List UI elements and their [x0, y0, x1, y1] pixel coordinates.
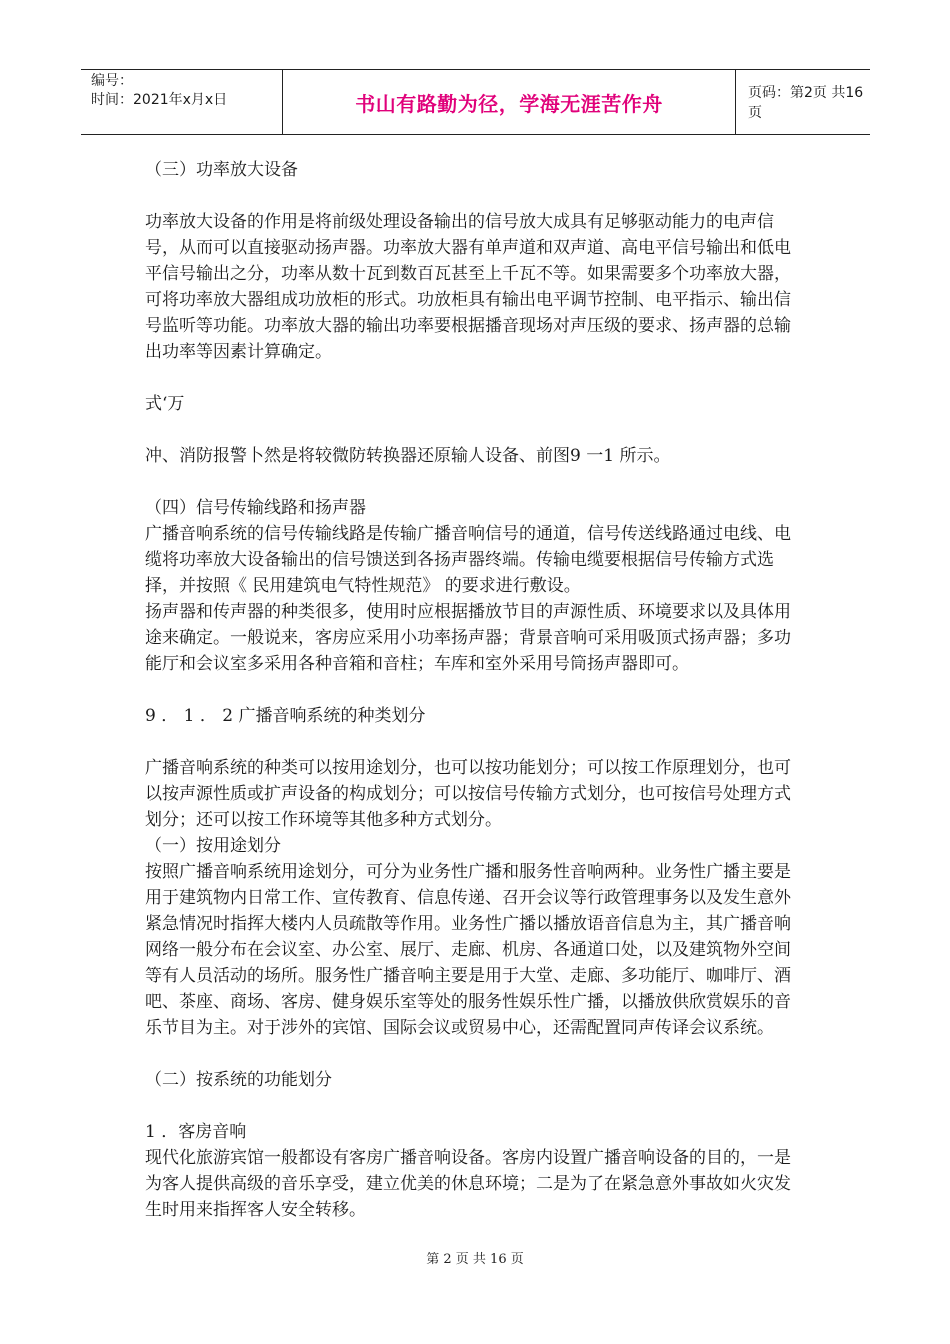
paragraph: 1 ．客房音响: [145, 1122, 247, 1142]
paragraph-spacer: [145, 469, 805, 495]
document-body: [145, 157, 805, 1223]
paragraph: 现代化旅游宾馆一般都设有客房广播音响设备。客房内设置广播音响设备的目的，一是为客人提供高级的音乐享受，建立优美的休息环境；二是为了在紧急意外事故如火灾发生时用来指挥客人安全转移。: [145, 1148, 791, 1220]
paragraph-spacer: [145, 729, 805, 755]
document-number: 编号：: [91, 73, 133, 89]
paragraph: （一）按用途划分: [145, 836, 281, 856]
paragraph: 扬声器和传声器的种类很多，使用时应根据播放节目的声源性质、环境要求以及具体用途来确定。一般说来，客房应采用小功率扬声器；背景音响可采用吸顶式扬声器；多功能厅和会议室多采用各种音箱和音柱；车库和室外采用号筒扬声器即可。: [145, 602, 791, 674]
paragraph: 功率放大设备的作用是将前级处理设备输出的信号放大成具有足够驱动能力的电声信号，从而可以直接驱动扬声器。功率放大器有单声道和双声道、高电平信号输出和低电平信号输出之分，功率从数十瓦到数百瓦甚至上千瓦不等。如果需要多个功率放大器，可将功率放大器组成功放柜的形式。功放柜具有输出电平调节控制、电平指示、输出信号监听等功能。功率放大器的输出功率要根据播音现场对声压级的要求、扬声器的总输出功率等因素计算确定。: [145, 212, 791, 362]
paragraph: （二）按系统的功能划分: [145, 1070, 332, 1090]
header-motto: 书山有路勤为径，学海无涯苦作舟: [355, 91, 663, 116]
paragraph: 广播音响系统的信号传输线路是传输广播音响信号的通道，信号传送线路通过电线、电缆将功率放大设备输出的信号馈送到各扬声器终端。传输电缆要根据信号传输方式选择，并按照《 民用建筑电气特性规范》 的要求进行敷设。: [145, 524, 791, 596]
paragraph: （四）信号传输线路和扬声器: [145, 498, 366, 518]
paragraph: 广播音响系统的种类可以按用途划分，也可以按功能划分；可以按工作原理划分，也可以按声源性质或扩声设备的构成划分；可以按信号传输方式划分，也可按信号处理方式划分；还可以按工作环境等其他多种方式划分。: [145, 758, 791, 830]
paragraph: 冲、消防报警卜然是将较微防转换器还原输人设备、前图9 一1 所示。: [145, 446, 671, 466]
paragraph-spacer: [145, 365, 805, 391]
paragraph: 9 ． 1 ． 2 广播音响系统的种类划分: [145, 706, 426, 726]
paragraph: 式‘万: [145, 394, 185, 414]
paragraph-spacer: [145, 677, 805, 703]
paragraph-spacer: [145, 1041, 805, 1067]
document-time: 时间：2021年x月x日: [91, 92, 228, 108]
paragraph: 按照广播音响系统用途划分，可分为业务性广播和服务性音响两种。业务性广播主要是用于建筑物内日常工作、宣传教育、信息传递、召开会议等行政管理事务以及发生意外紧急情况时指挥大楼内人员疏散等作用。业务性广播以播放语音信息为主，其广播音响网络一般分布在会议室、办公室、展厅、走廊、机房、各通道口处，以及建筑物外空间等有人员活动的场所。服务性广播音响主要是用于大堂、走廊、多功能厅、咖啡厅、酒吧、茶座、商场、客房、健身娱乐室等处的服务性娱乐性广播，以播放供欣赏娱乐的音乐节目为主。对于涉外的宾馆、国际会议或贸易中心，还需配置同声传译会议系统。: [145, 862, 791, 1038]
page-header: [81, 69, 870, 135]
header-meta: [81, 70, 283, 134]
paragraph-spacer: [145, 183, 805, 209]
header-page-info: 页码：第2页 共16页: [748, 85, 864, 121]
paragraph-spacer: [145, 417, 805, 443]
paragraph-spacer: [145, 1093, 805, 1119]
header-motto-cell: [283, 70, 736, 134]
page-footer: 第 2 页 共 16 页: [426, 1252, 524, 1267]
paragraph: （三）功率放大设备: [145, 160, 298, 180]
